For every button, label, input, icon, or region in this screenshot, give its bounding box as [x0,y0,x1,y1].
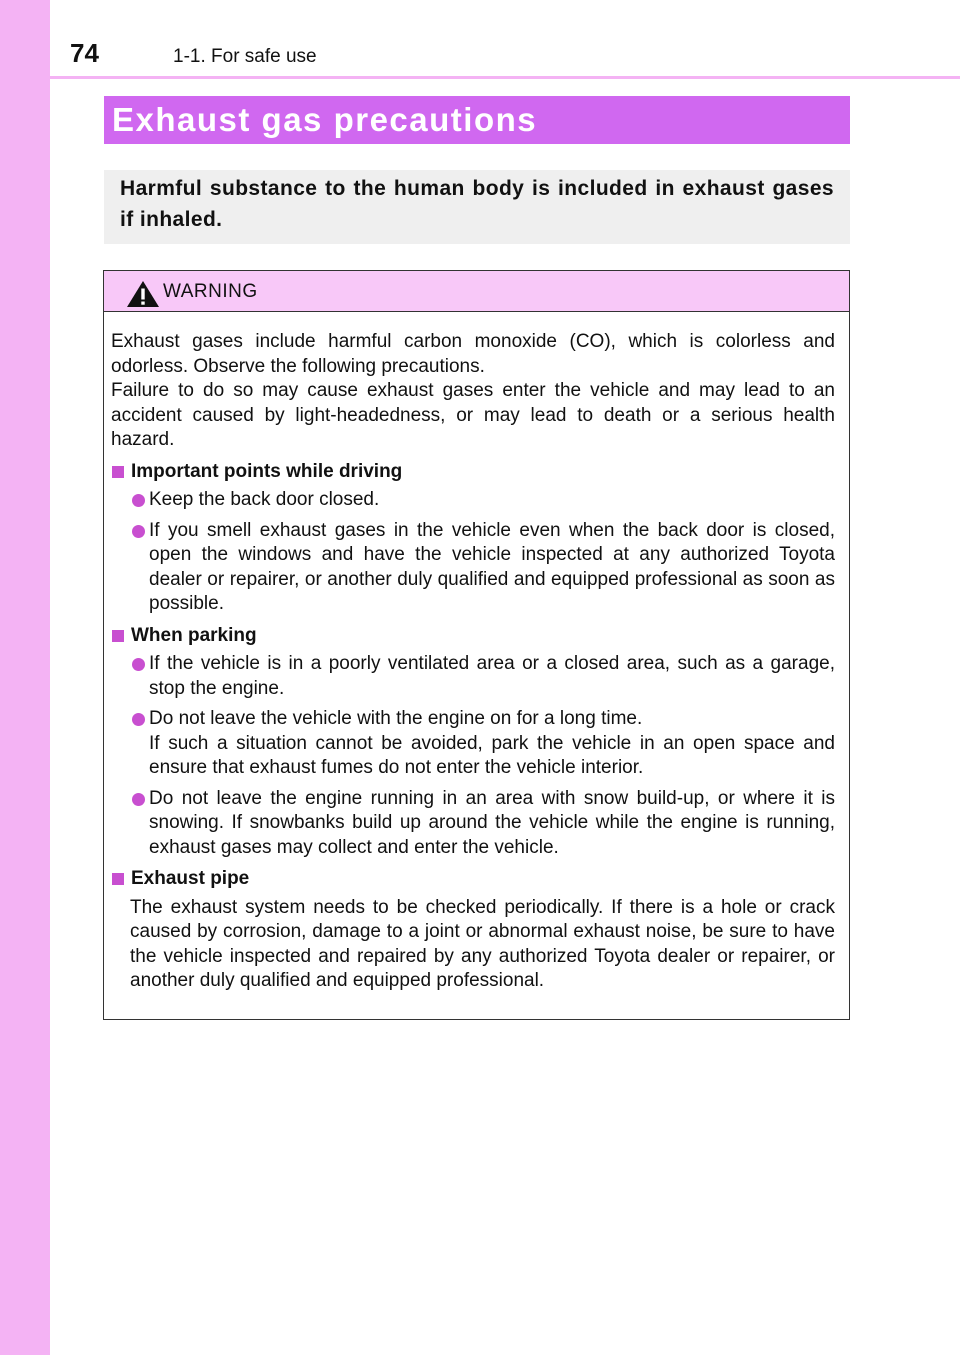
warning-header [104,271,849,312]
round-bullet-icon [132,713,145,726]
round-bullet-icon [132,525,145,538]
title-banner [104,96,850,144]
intro-box [104,170,850,244]
section-heading: Important points while driving [111,460,835,485]
intro-text: Harmful substance to the human body is included in exhaust gases if inhaled. [120,177,834,231]
warning-label: WARNING [163,281,258,302]
warning-intro-2: Failure to do so may cause exhaust gases enter the vehicle and may lead to an accident caused by light-headedness, or may lead to death or a serious health hazard. [111,380,835,450]
warning-triangle-icon [126,280,160,308]
header-rule [50,76,960,79]
square-bullet-icon [112,630,124,642]
square-bullet-icon [112,466,124,478]
round-bullet-icon [132,793,145,806]
section-label: 1-1. For safe use [173,46,317,67]
section-heading: When parking [111,624,835,649]
exhaust-pipe-text: The exhaust system needs to be checked periodically. If there is a hole or crack caused by corrosion, damage to a joint or abnormal exhaust noise, be sure to have the vehicle inspected and repaired by any authorized Toyota dealer or repairer, or another duly qualified and equipped professional. [130,896,835,991]
square-bullet-icon [112,873,124,885]
list-item: Do not leave the vehicle with the engine on for a long time. If such a situation cannot be avoided, park the vehicle in an open space and ensure that exhaust fumes do not enter the vehicle interior. [111,707,835,781]
side-color-bar [0,0,50,1355]
round-bullet-icon [132,658,145,671]
section-heading: Exhaust pipe [111,867,835,892]
round-bullet-icon [132,494,145,507]
list-item: Keep the back door closed. [111,488,835,513]
warning-box [103,270,850,1020]
warning-intro-1: Exhaust gases include harmful carbon monoxide (CO), which is colorless and odorless. Observe the following precautions. [111,331,835,377]
warning-body [111,330,835,994]
page-title: Exhaust gas precautions [112,101,538,138]
page-number: 74 [70,38,99,68]
list-item: If you smell exhaust gases in the vehicle even when the back door is closed, open the windows and have the vehicle inspected at any authorized Toyota dealer or repairer, or another duly qualified and equipped professional as soon as possible. [111,519,835,617]
list-item: Do not leave the engine running in an area with snow build-up, or where it is snowing. If snowbanks build up around the vehicle while the engine is running, exhaust gases may collect and enter the vehicle. [111,787,835,861]
list-item: If the vehicle is in a poorly ventilated area or a closed area, such as a garage, stop the engine. [111,652,835,701]
